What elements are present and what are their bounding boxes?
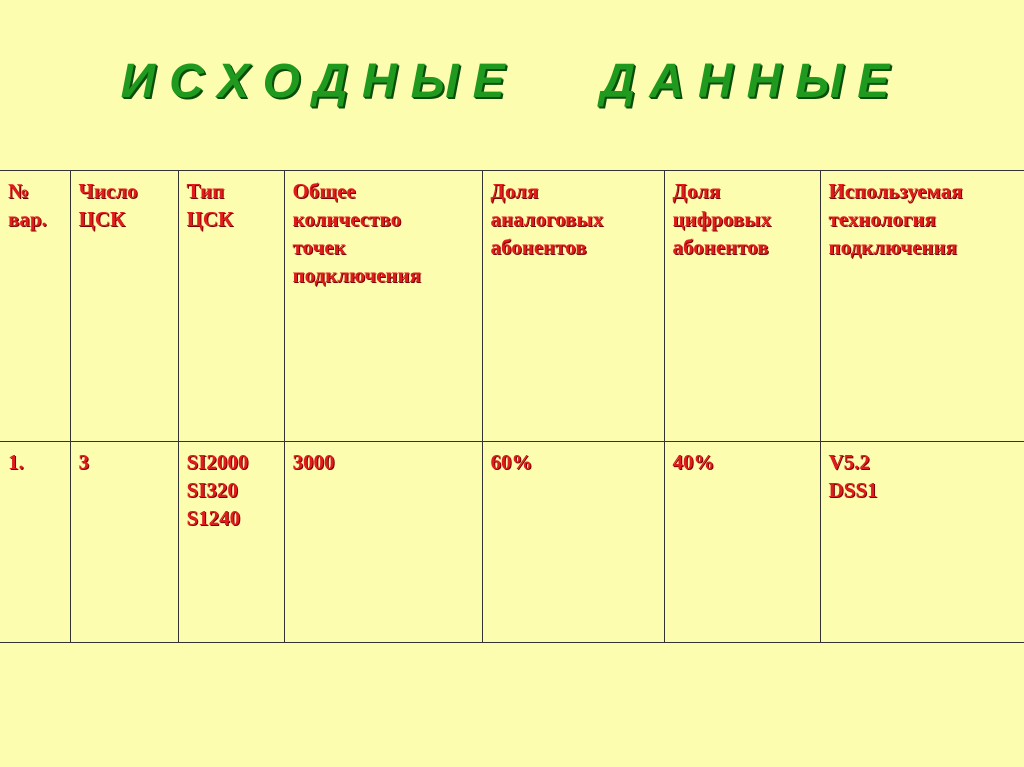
cell-digital-share: 40%: [664, 442, 820, 643]
slide-title: ИСХОДНЫЕ ДАННЫЕ: [120, 55, 904, 108]
header-cell-total-points: Общее количество точек подключения: [284, 171, 482, 442]
header-cell-digital-share: Доля цифровых абонентов: [664, 171, 820, 442]
data-table: [0, 170, 1024, 643]
cell-technology: V5.2 DSS1: [820, 442, 1024, 643]
cell-type: SI2000 SI320 S1240: [178, 442, 284, 643]
header-cell-technology: Используемая технология подключения: [820, 171, 1024, 442]
cell-analog-share: 60%: [482, 442, 664, 643]
table-header-row: [0, 171, 1024, 442]
cell-total-points: 3000: [284, 442, 482, 643]
header-cell-type: Тип ЦСК: [178, 171, 284, 442]
header-cell-analog-share: Доля аналоговых абонентов: [482, 171, 664, 442]
cell-variant: 1.: [0, 442, 70, 643]
table-row: [0, 442, 1024, 643]
header-cell-variant: № вар.: [0, 171, 70, 442]
header-cell-count: Число ЦСК: [70, 171, 178, 442]
cell-count: 3: [70, 442, 178, 643]
